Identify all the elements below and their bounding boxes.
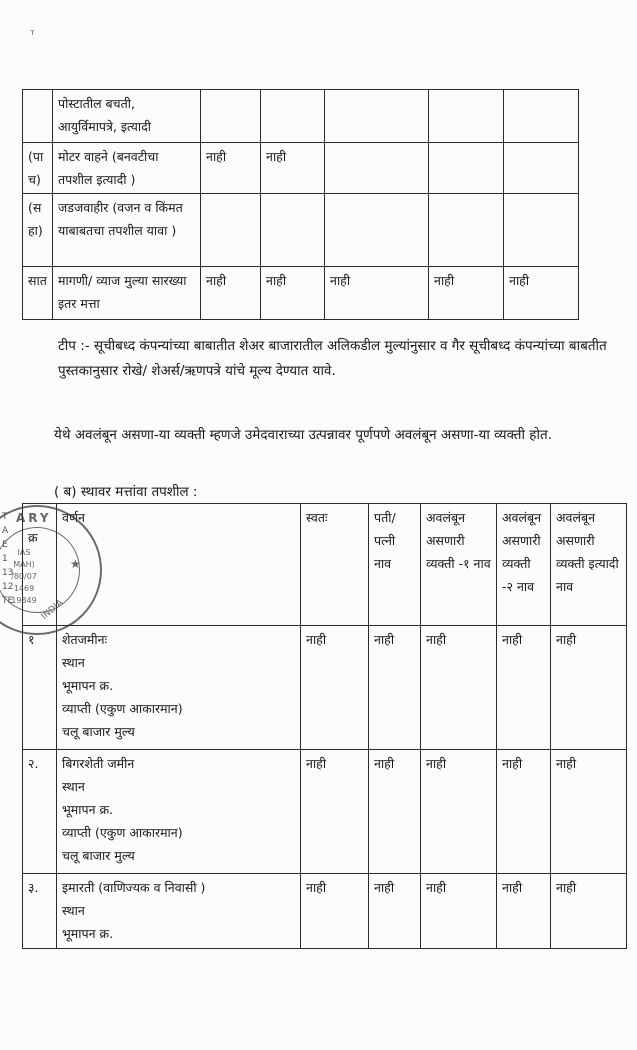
table-row bbox=[23, 626, 627, 750]
cell-self bbox=[201, 90, 261, 143]
star-icon: ★ bbox=[70, 557, 81, 571]
table-row bbox=[23, 267, 579, 320]
desc-line: इमारती (वाणिज्यक व निवासी ) bbox=[62, 880, 206, 895]
cell-dep2 bbox=[429, 90, 504, 143]
header-dep1: अवलंबून असणारी व्यक्ती -१ नाव bbox=[421, 504, 497, 626]
header-spouse: पती/ पत्नी नाव bbox=[369, 504, 421, 626]
cell-dep1: नाही bbox=[421, 626, 497, 750]
cell-dep1 bbox=[325, 90, 429, 143]
stamp-line: 19849 bbox=[11, 596, 37, 605]
row-number: (पाच) bbox=[23, 143, 53, 194]
row-description bbox=[57, 750, 301, 874]
page-edge-marks bbox=[2, 510, 16, 608]
cell-dep3: नाही bbox=[504, 267, 579, 320]
cell-spouse: नाही bbox=[261, 267, 325, 320]
stamp-line: 1469 bbox=[13, 584, 35, 593]
desc-line: स्थान bbox=[62, 779, 85, 794]
table-row bbox=[23, 874, 627, 949]
cell-spouse bbox=[261, 90, 325, 143]
stamp-line: IAS bbox=[17, 548, 31, 557]
cell-spouse: नाही bbox=[369, 750, 421, 874]
row-description: जडजवाहीर (वजन व किंमत याबाबतचा तपशील यावा ) bbox=[53, 194, 201, 267]
desc-line: चलू बाजार मुल्य bbox=[62, 724, 135, 739]
desc-line: व्याप्ती (एकुण आकारमान) bbox=[62, 825, 183, 840]
cell-spouse bbox=[261, 194, 325, 267]
desc-line: चलू बाजार मुल्य bbox=[62, 848, 135, 863]
table-header-row bbox=[23, 504, 627, 626]
cell-dep1: नाही bbox=[325, 267, 429, 320]
edge-mark: TE bbox=[2, 596, 14, 606]
cell-dep3: नाही bbox=[551, 626, 627, 750]
desc-line: स्थान bbox=[62, 903, 85, 918]
table-row bbox=[23, 90, 579, 143]
cell-dep1 bbox=[325, 143, 429, 194]
immovable-assets-table bbox=[22, 503, 627, 949]
cell-dep1: नाही bbox=[421, 750, 497, 874]
cell-dep2: नाही bbox=[497, 626, 551, 750]
cell-self: नाही bbox=[301, 626, 369, 750]
row-description bbox=[57, 626, 301, 750]
table-row bbox=[23, 194, 579, 267]
edge-mark: A bbox=[2, 526, 9, 536]
cell-dep3: नाही bbox=[551, 874, 627, 949]
cell-dep2 bbox=[429, 143, 504, 194]
cell-dep3 bbox=[504, 90, 579, 143]
cell-dep1 bbox=[325, 194, 429, 267]
cell-dep2 bbox=[429, 194, 504, 267]
cell-dep1: नाही bbox=[421, 874, 497, 949]
cell-self: नाही bbox=[201, 267, 261, 320]
section-b-title: ( ब) स्थावर मत्तांवा तपशील : bbox=[54, 484, 198, 500]
cell-dep2: नाही bbox=[429, 267, 504, 320]
desc-line: बिगरशेती जमीन bbox=[62, 756, 135, 771]
row-number: ३. bbox=[23, 874, 57, 949]
stamp-ring-text-bottom: INDIA bbox=[39, 598, 66, 622]
row-description: पोस्टातील बचती, आयुर्विमापत्रे, इत्यादी bbox=[53, 90, 201, 143]
table-row bbox=[23, 750, 627, 874]
header-dep3: अवलंबून असणारी व्यक्ती इत्यादी नाव bbox=[551, 504, 627, 626]
cell-dep2: नाही bbox=[497, 874, 551, 949]
table-row bbox=[23, 143, 579, 194]
cell-self: नाही bbox=[301, 874, 369, 949]
row-number bbox=[23, 90, 53, 143]
edge-mark: 13 bbox=[2, 568, 14, 578]
movable-assets-table-continued bbox=[22, 89, 579, 320]
edge-mark: 1 bbox=[2, 554, 8, 564]
cell-self: नाही bbox=[201, 143, 261, 194]
header-serial: क्र bbox=[23, 504, 57, 626]
edge-mark: E bbox=[2, 540, 8, 550]
header-description: वर्णन bbox=[57, 504, 301, 626]
cell-dep3: नाही bbox=[551, 750, 627, 874]
row-number: १ bbox=[23, 626, 57, 750]
note-paragraph: टीप :- सूचीबध्द कंपन्यांच्या बाबातीत शेअर बाजारातील अलिकडील मुल्यांनुसार व गैर सूचीबध्द कंपन्यांच्या बाबतीत पुस्तकानुसार रोखे/ शेअर्स/ऋणपत्रे यांचे मूल्य देण्यात यावे. bbox=[58, 338, 607, 379]
row-number: सात bbox=[23, 267, 53, 320]
row-description bbox=[57, 874, 301, 949]
row-description: मागणी/ व्याज मुल्या सारख्या इतर मत्ता bbox=[53, 267, 201, 320]
stamp-line: MAH) bbox=[13, 560, 35, 569]
cell-spouse: नाही bbox=[261, 143, 325, 194]
cell-dep3 bbox=[504, 194, 579, 267]
header-dep2: अवलंबून असणारी व्यक्ती -२ नाव bbox=[497, 504, 551, 626]
desc-line: शेतजमीनः bbox=[62, 632, 108, 647]
row-number: २. bbox=[23, 750, 57, 874]
row-number: (सहा) bbox=[23, 194, 53, 267]
scan-mark: ᵀ bbox=[30, 28, 35, 42]
declaration-paragraph: येथे अवलंबून असणा-या व्यक्ती म्हणजे उमेदवाराच्या उत्पन्नावर पूर्णपणे अवलंबून असणा-या व्यक्ती होत. bbox=[54, 427, 552, 443]
desc-line: स्थान bbox=[62, 655, 85, 670]
stamp-ring-text-top: ARY bbox=[16, 511, 52, 525]
stamp-line: /80/07 bbox=[11, 572, 37, 581]
desc-line: भूमापन क्र. bbox=[62, 802, 114, 817]
cell-self bbox=[201, 194, 261, 267]
cell-spouse: नाही bbox=[369, 874, 421, 949]
edge-mark: T bbox=[2, 512, 8, 522]
cell-dep3 bbox=[504, 143, 579, 194]
cell-self: नाही bbox=[301, 750, 369, 874]
desc-line: भूमापन क्र. bbox=[62, 926, 114, 941]
cell-spouse: नाही bbox=[369, 626, 421, 750]
row-description: मोटर वाहने (बनवटीचा तपशील इत्यादी ) bbox=[53, 143, 201, 194]
cell-dep2: नाही bbox=[497, 750, 551, 874]
edge-mark: 12 bbox=[2, 582, 14, 592]
header-self: स्वतः bbox=[301, 504, 369, 626]
desc-line: भूमापन क्र. bbox=[62, 678, 114, 693]
desc-line: व्याप्ती (एकुण आकारमान) bbox=[62, 701, 183, 716]
